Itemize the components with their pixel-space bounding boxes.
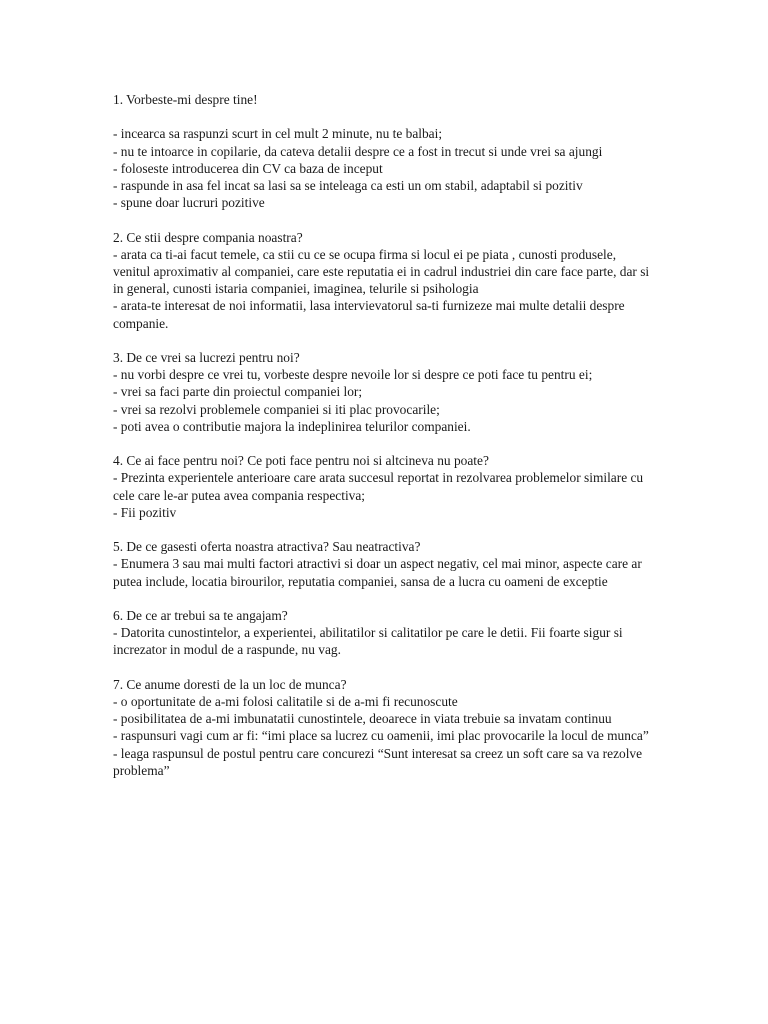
answer-line: - poti avea o contributie majora la indeplinirea telurilor companiei.: [113, 418, 471, 434]
answer-line: - vrei sa faci parte din proiectul companiei lor;: [113, 384, 363, 400]
question-heading: 3. De ce vrei sa lucrezi pentru noi?: [113, 350, 300, 366]
question-heading: 1. Vorbeste-mi despre tine!: [113, 92, 258, 107]
question-section-4: [113, 452, 653, 521]
answer-line: - raspunsuri vagi cum ar fi: “imi place sa lucrez cu oamenii, imi plac provocarile la locul de munca”: [113, 728, 649, 744]
question-heading: 6. De ce ar trebui sa te angajam?: [113, 608, 288, 624]
answer-line: - arata ca ti-ai facut temele, ca stii cu ce se ocupa firma si locul ei pe piata , cunosti produsele, venitul aproximativ al companiei, care este reputatia ei in cadrul industriei din care face parte, dar si in general, cunosti istaria companiei, imaginea, telurile si psihologia: [113, 246, 650, 297]
document-page: [113, 91, 653, 796]
question-section-5: [113, 538, 653, 590]
answer-line: - arata-te interesat de noi informatii, lasa intervievatorul sa-ti furnizeze mai multe detalii despre companie.: [113, 298, 625, 331]
question-heading: 2. Ce stii despre compania noastra?: [113, 229, 303, 245]
answer-line: - vrei sa rezolvi problemele companiei si iti plac provocarile;: [113, 401, 440, 417]
answer-line: - Fii pozitiv: [113, 504, 177, 520]
question-section-2: [113, 229, 653, 332]
answer-line: - nu vorbi despre ce vrei tu, vorbeste despre nevoile lor si despre ce poti face tu pentru ei;: [113, 367, 593, 383]
blank-line: [113, 108, 653, 125]
question-section-3: [113, 349, 653, 435]
answer-line: - incearca sa raspunzi scurt in cel mult 2 minute, nu te balbai;: [113, 126, 443, 142]
answer-line: - o oportunitate de a-mi folosi calitatile si de a-mi fi recunoscute: [113, 694, 458, 710]
question-heading: 5. De ce gasesti oferta noastra atractiva? Sau neatractiva?: [113, 539, 421, 555]
answer-line: - raspunde in asa fel incat sa lasi sa se inteleaga ca esti un om stabil, adaptabil si pozitiv: [113, 178, 583, 194]
answer-line: - posibilitatea de a-mi imbunatatii cunostintele, deoarece in viata trebuie sa invatam continuu: [113, 711, 612, 727]
answer-line: - nu te intoarce in copilarie, da cateva detalii despre ce a fost in trecut si unde vrei sa ajungi: [113, 143, 603, 159]
question-heading: 4. Ce ai face pentru noi? Ce poti face pentru noi si altcineva nu poate?: [113, 453, 489, 469]
answer-line: - Prezinta experientele anterioare care arata succesul reportat in rezolvarea problemelor similare cu cele care le-ar putea avea compania respectiva;: [113, 470, 644, 503]
question-section-6: [113, 607, 653, 659]
question-section-1: [113, 91, 653, 211]
answer-line: - spune doar lucruri pozitive: [113, 195, 265, 211]
question-section-7: [113, 676, 653, 779]
answer-line: - Datorita cunostintelor, a experientei, abilitatilor si calitatilor pe care le detii. Fii foarte sigur si increzator in modul de a raspunde, nu vag.: [113, 625, 623, 658]
answer-line: - leaga raspunsul de postul pentru care concurezi “Sunt interesat sa creez un soft care sa va rezolve problema”: [113, 745, 643, 778]
answer-line: - foloseste introducerea din CV ca baza de inceput: [113, 160, 383, 176]
answer-line: - Enumera 3 sau mai multi factori atractivi si doar un aspect negativ, cel mai minor, aspecte care ar putea include, locatia birourilor, reputatia companiei, sansa de a lucra cu oameni de exceptie: [113, 556, 642, 589]
question-heading: 7. Ce anume doresti de la un loc de munca?: [113, 676, 347, 692]
